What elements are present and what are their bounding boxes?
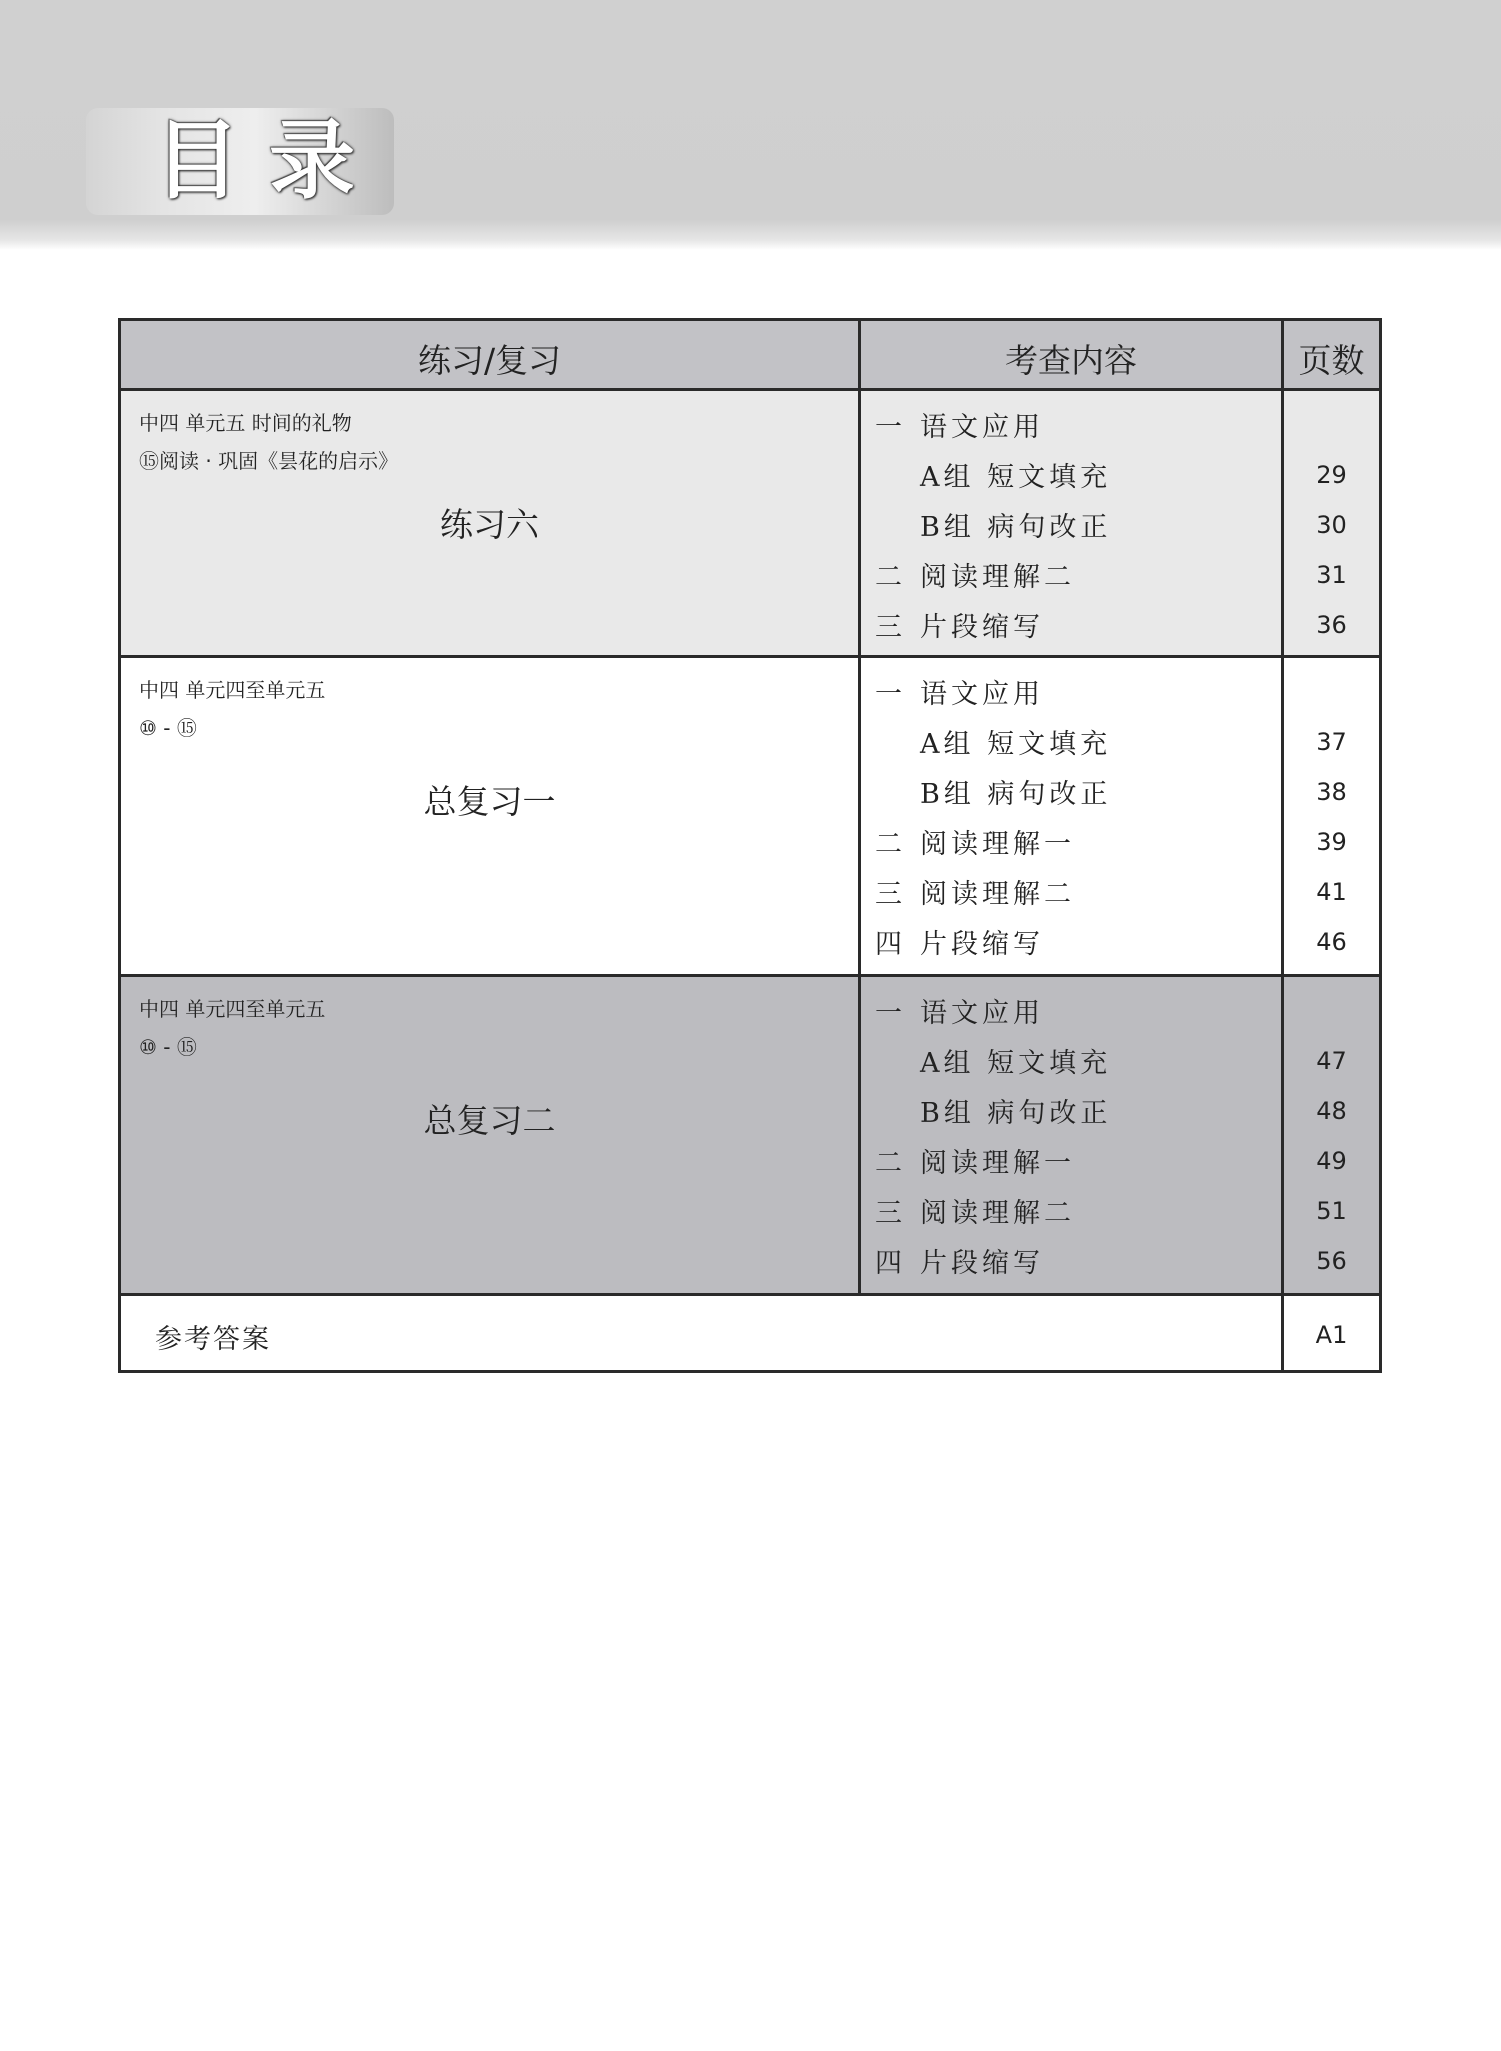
header-pages: 页数 bbox=[1298, 341, 1365, 380]
section-unit: 中四 单元五 时间的礼物 bbox=[139, 411, 352, 435]
page-number: 36 bbox=[1316, 611, 1347, 639]
list-item: 语文应用 bbox=[920, 998, 1044, 1029]
answers-page: A1 bbox=[1315, 1321, 1348, 1349]
section-lesson: ⑩ - ⑮ bbox=[139, 716, 197, 740]
section-practice-cell bbox=[118, 388, 861, 658]
header-practice: 练习/复习 bbox=[417, 341, 562, 380]
page-number: 38 bbox=[1316, 778, 1347, 806]
page-title-char-2: 录 bbox=[269, 111, 355, 211]
header-content-cell bbox=[858, 318, 1284, 391]
item-number: 二 bbox=[875, 829, 906, 860]
section-unit: 中四 单元四至单元五 bbox=[139, 997, 326, 1021]
list-item: A组 短文填充 bbox=[920, 1048, 1112, 1079]
item-number: 四 bbox=[875, 1248, 906, 1279]
page-number: 46 bbox=[1316, 928, 1347, 956]
section-practice-cell bbox=[118, 655, 861, 977]
header-content: 考查内容 bbox=[1005, 341, 1137, 380]
table-of-contents bbox=[118, 318, 1384, 1376]
list-item: 阅读理解一 bbox=[920, 829, 1075, 860]
section-content-cell bbox=[858, 388, 1284, 658]
page-number: 51 bbox=[1316, 1197, 1347, 1225]
page-title-char-1: 目 bbox=[154, 111, 240, 211]
page-number: 39 bbox=[1316, 828, 1347, 856]
list-item: 阅读理解二 bbox=[920, 1198, 1075, 1229]
section-practice-cell bbox=[118, 974, 861, 1296]
section-content-cell bbox=[858, 655, 1284, 977]
section-unit: 中四 单元四至单元五 bbox=[139, 678, 326, 702]
list-item: B组 病句改正 bbox=[920, 779, 1112, 810]
header-practice-cell bbox=[118, 318, 861, 391]
list-item: 阅读理解二 bbox=[920, 562, 1075, 593]
item-number: 三 bbox=[875, 879, 906, 910]
page-number: 41 bbox=[1316, 878, 1347, 906]
item-number: 二 bbox=[875, 562, 906, 593]
list-item: 片段缩写 bbox=[920, 929, 1044, 960]
item-number: 三 bbox=[875, 612, 906, 643]
section-title: 总复习二 bbox=[423, 1101, 556, 1140]
section-content-cell bbox=[858, 974, 1284, 1296]
item-number: 一 bbox=[875, 412, 906, 443]
answers-label-cell bbox=[118, 1293, 1284, 1373]
page-number: 47 bbox=[1316, 1047, 1347, 1075]
list-item: 语文应用 bbox=[920, 412, 1044, 443]
page-number: 31 bbox=[1316, 561, 1347, 589]
section-title: 总复习一 bbox=[423, 782, 556, 821]
header-pages-cell bbox=[1281, 318, 1382, 391]
section-lesson: ⑩ - ⑮ bbox=[139, 1035, 197, 1059]
section-pages-cell bbox=[1281, 388, 1382, 658]
page-number: 56 bbox=[1316, 1247, 1347, 1275]
list-item: 语文应用 bbox=[920, 679, 1044, 710]
list-item: 阅读理解二 bbox=[920, 879, 1075, 910]
page-number: 49 bbox=[1316, 1147, 1347, 1175]
list-item: 片段缩写 bbox=[920, 1248, 1044, 1279]
section-pages-cell bbox=[1281, 655, 1382, 977]
item-number: 四 bbox=[875, 929, 906, 960]
section-title: 练习六 bbox=[440, 505, 539, 544]
section-pages-cell bbox=[1281, 974, 1382, 1296]
answers-page-cell bbox=[1281, 1293, 1382, 1373]
page-number: 29 bbox=[1316, 461, 1347, 489]
list-item: B组 病句改正 bbox=[920, 512, 1112, 543]
item-number: 一 bbox=[875, 679, 906, 710]
list-item: 阅读理解一 bbox=[920, 1148, 1075, 1179]
list-item: A组 短文填充 bbox=[920, 729, 1112, 760]
list-item: A组 短文填充 bbox=[920, 462, 1112, 493]
item-number: 三 bbox=[875, 1198, 906, 1229]
item-number: 一 bbox=[875, 998, 906, 1029]
page-number: 48 bbox=[1316, 1097, 1347, 1125]
page-number: 30 bbox=[1316, 511, 1347, 539]
section-lesson: ⑮阅读 · 巩固《昙花的启示》 bbox=[139, 449, 399, 473]
list-item: 片段缩写 bbox=[920, 612, 1044, 643]
page-number: 37 bbox=[1316, 728, 1347, 756]
list-item: B组 病句改正 bbox=[920, 1098, 1112, 1129]
item-number: 二 bbox=[875, 1148, 906, 1179]
answers-label: 参考答案 bbox=[155, 1324, 271, 1355]
